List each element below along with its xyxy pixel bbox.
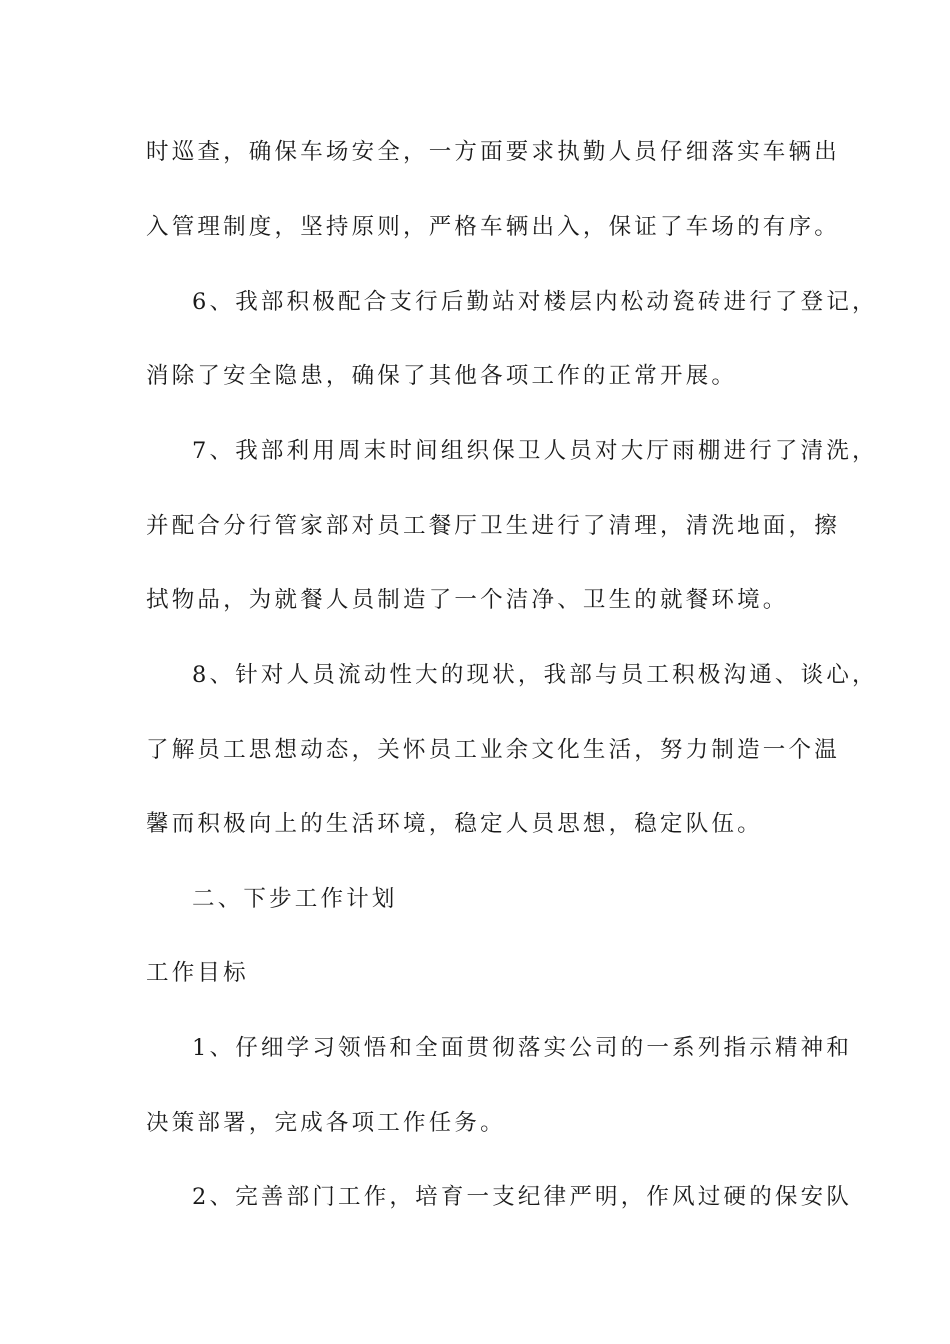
paragraph-line-14: 决策部署，完成各项工作任务。 <box>146 1110 506 1136</box>
paragraph-line-9: 了解员工思想动态，关怀员工业余文化生活，努力制造一个温 <box>146 737 840 763</box>
paragraph-line-1: 时巡查，确保车场安全，一方面要求执勤人员仔细落实车辆出 <box>146 139 840 165</box>
paragraph-line-5: 7、我部利用周末时间组织保卫人员对大厅雨棚进行了清洗， <box>192 438 878 464</box>
paragraph-line-2: 入管理制度，坚持原则，严格车辆出入，保证了车场的有序。 <box>146 214 840 240</box>
paragraph-line-6: 并配合分行管家部对员工餐厅卫生进行了清理，清洗地面，擦 <box>146 513 840 539</box>
paragraph-line-10: 馨而积极向上的生活环境，稳定人员思想，稳定队伍。 <box>146 811 763 837</box>
subsection-heading: 工作目标 <box>146 960 249 986</box>
paragraph-line-4: 消除了安全隐患，确保了其他各项工作的正常开展。 <box>146 363 738 389</box>
paragraph-line-7: 拭物品，为就餐人员制造了一个洁净、卫生的就餐环境。 <box>146 587 789 613</box>
paragraph-line-15: 2、完善部门工作，培育一支纪律严明，作风过硬的保安队 <box>192 1184 853 1210</box>
section-heading: 二、下步工作计划 <box>192 886 398 912</box>
paragraph-line-3: 6、我部积极配合支行后勤站对楼层内松动瓷砖进行了登记， <box>192 289 878 315</box>
paragraph-line-8: 8、针对人员流动性大的现状，我部与员工积极沟通、谈心， <box>192 662 878 688</box>
paragraph-line-13: 1、仔细学习领悟和全面贯彻落实公司的一系列指示精神和 <box>192 1035 853 1061</box>
